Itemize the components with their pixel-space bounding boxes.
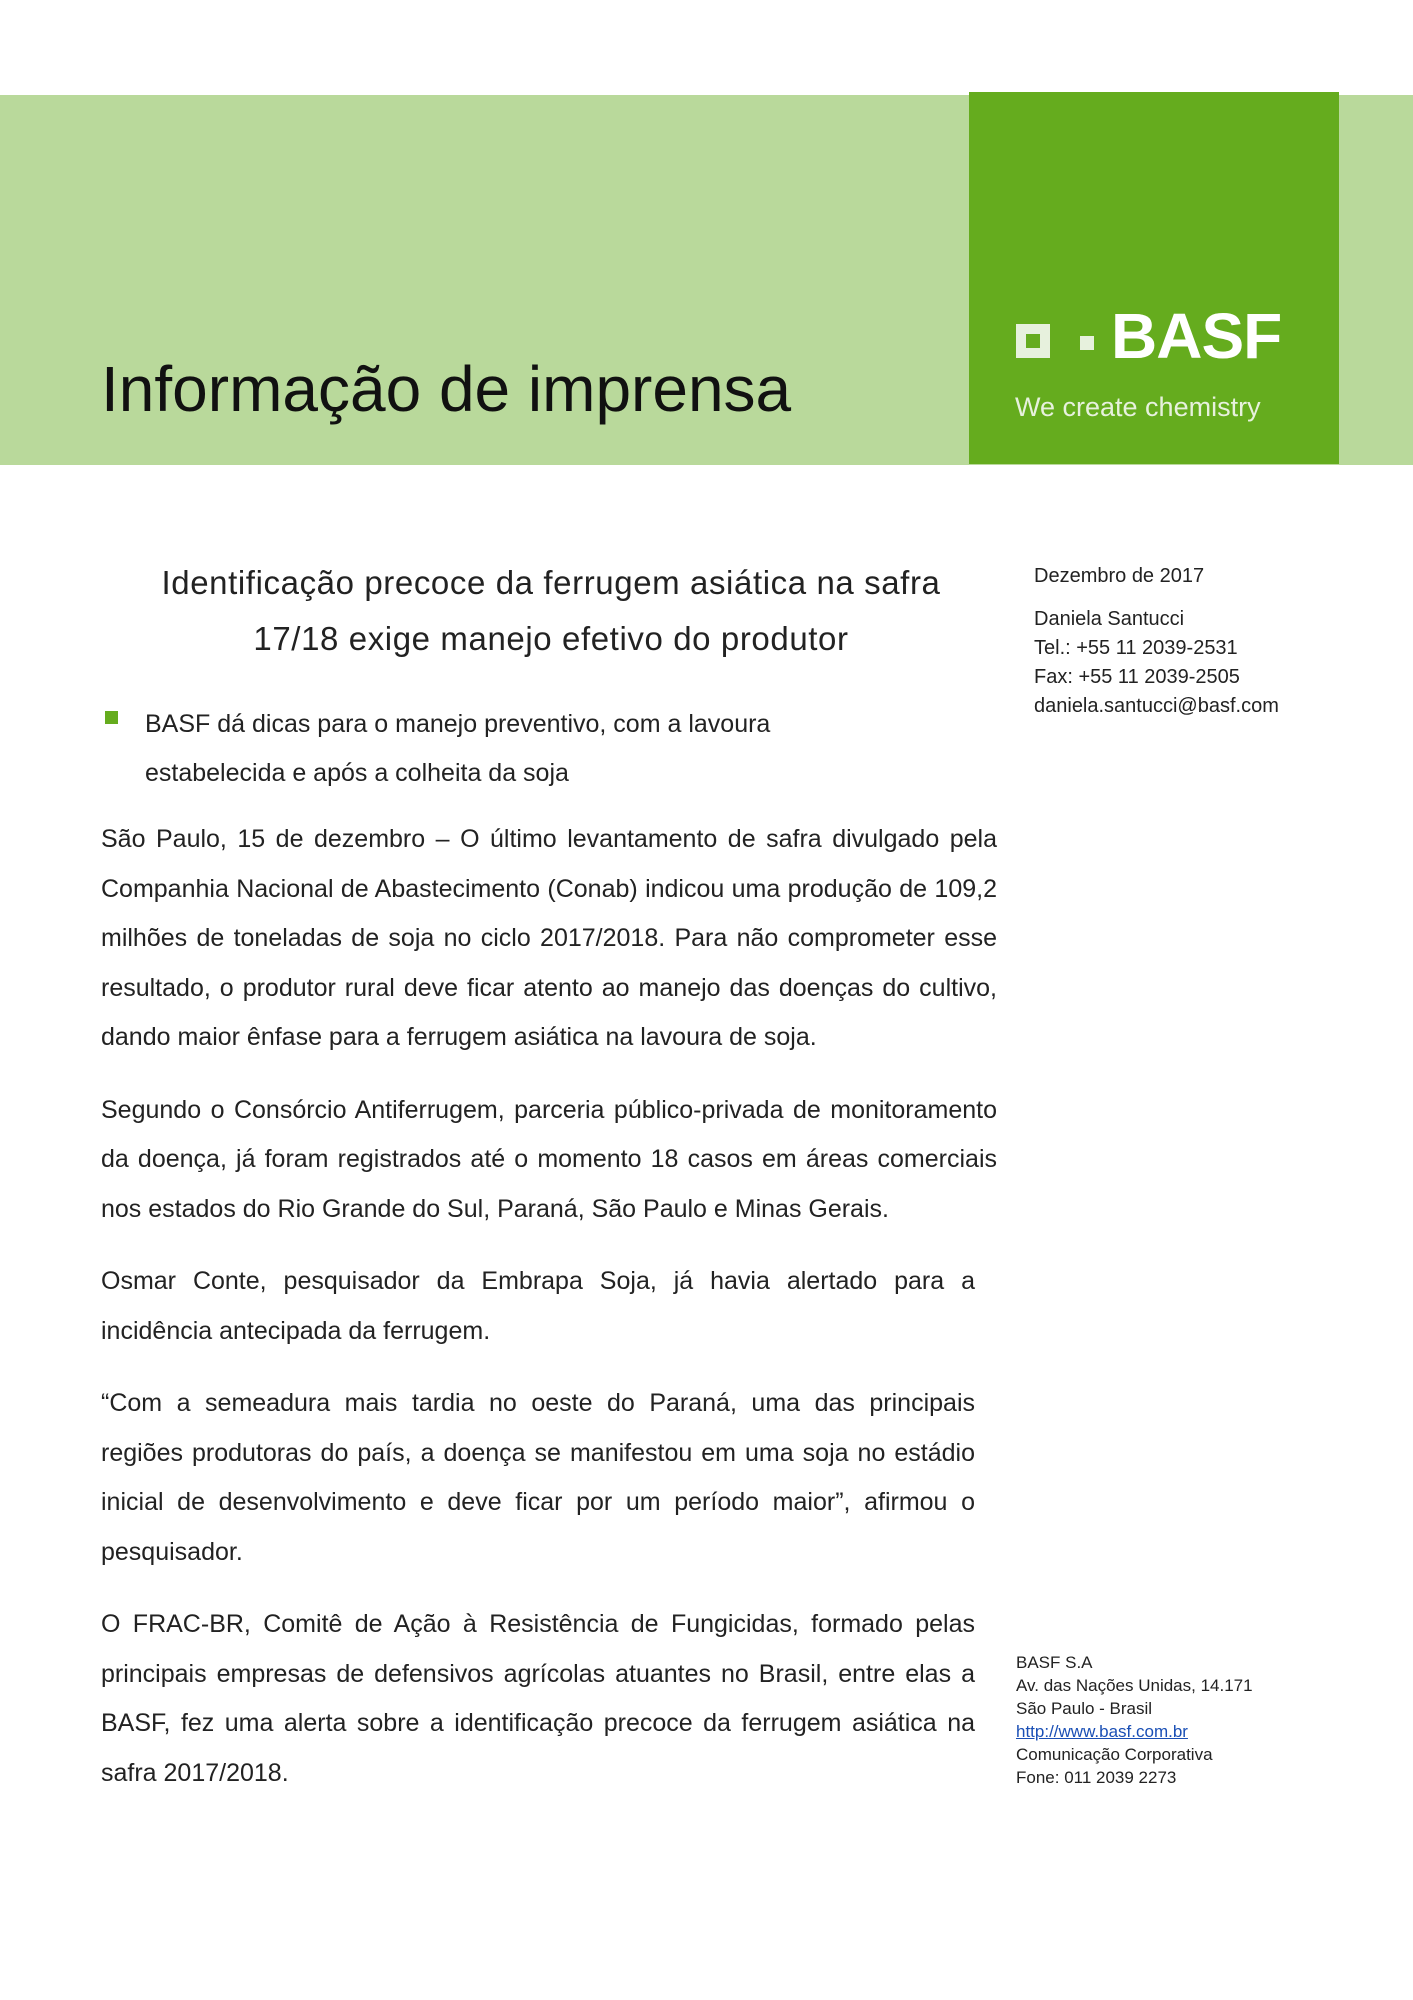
bullet-text: BASF dá dicas para o manejo preventivo, com a lavoura estabelecida e após a colheita da soja: [145, 710, 771, 787]
contact-email[interactable]: daniela.santucci@basf.com: [1034, 695, 1279, 717]
company-phone: Fone: 011 2039 2273: [1016, 1768, 1177, 1787]
website-link[interactable]: http://www.basf.com.br: [1016, 1722, 1188, 1741]
paragraph-5: O FRAC-BR, Comitê de Ação à Resistência de Fungicidas, formado pelas principais empresas de defensivos agrícolas atuantes no Brasil, entre elas a BASF, fez uma alerta sobre a identificação precoce da ferrugem asiática na safra 2017/2018.: [101, 1610, 975, 1787]
paragraph-1: São Paulo, 15 de dezembro – O último levantamento de safra divulgado pela Companhia Nacional de Abastecimento (Conab) indicou uma produção de 109,2 milhões de toneladas de soja no ciclo 2017/2018. Para não comprometer esse resultado, o produtor rural deve ficar atento ao manejo das doenças do cultivo, dando maior ênfase para a ferrugem asiática na lavoura de soja.: [101, 825, 997, 1051]
headline-line-2: 17/18 exige manejo efetivo do produtor: [253, 620, 849, 657]
press-contact: [1034, 562, 1279, 721]
headline-line-1: Identificação precoce da ferrugem asiática na safra: [161, 564, 941, 601]
article-body: [101, 815, 997, 1821]
logo-wordmark: BASF: [1111, 300, 1282, 372]
contact-name: Daniela Santucci: [1034, 608, 1185, 630]
highlight-bullet: [101, 700, 861, 798]
company-address: Av. das Nações Unidas, 14.171: [1016, 1676, 1253, 1695]
paragraph-2: Segundo o Consórcio Antiferrugem, parceria público-privada de monitoramento da doença, já foram registrados até o momento 18 casos em áreas comerciais nos estados do Rio Grande do Sul, Paraná, São Paulo e Minas Gerais.: [101, 1095, 997, 1223]
company-city: São Paulo - Brasil: [1016, 1699, 1153, 1718]
company-name: BASF S.A: [1016, 1653, 1093, 1672]
bullet-square-icon: [105, 711, 118, 724]
department: Comunicação Corporativa: [1016, 1745, 1213, 1764]
contact-tel: Tel.: +55 11 2039-2531: [1034, 637, 1238, 659]
page-title: Informação de imprensa: [101, 353, 792, 425]
contact-fax: Fax: +55 11 2039-2505: [1034, 666, 1240, 688]
paragraph-3: Osmar Conte, pesquisador da Embrapa Soja, já havia alertado para a incidência antecipada da ferrugem.: [101, 1267, 975, 1345]
basf-logo: [969, 92, 1339, 464]
release-date: Dezembro de 2017: [1034, 565, 1205, 587]
company-info: [1016, 1651, 1253, 1789]
paragraph-4: “Com a semeadura mais tardia no oeste do Paraná, uma das principais regiões produtoras do país, a doença se manifestou em uma soja no estádio inicial de desenvolvimento e deve ficar por um período maior”, afirmou o pesquisador.: [101, 1389, 975, 1566]
article-headline: [101, 555, 1001, 667]
logo-tagline: We create chemistry: [1015, 392, 1261, 422]
